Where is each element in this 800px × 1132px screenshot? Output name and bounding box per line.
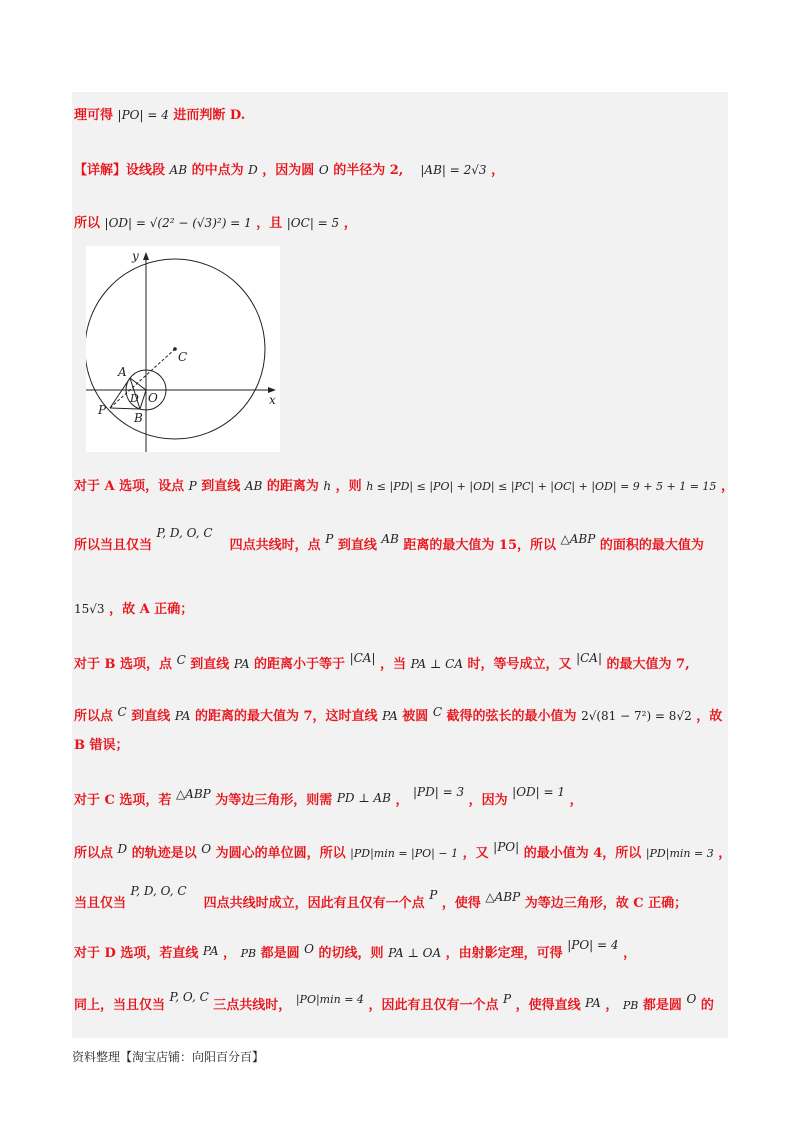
- text: ，: [395, 793, 409, 808]
- text-line-12: [74, 884, 688, 911]
- math: h: [323, 479, 332, 493]
- text-line-5: [74, 526, 704, 553]
- math: |AB| = 2√3: [420, 163, 487, 177]
- text-line-14: [74, 990, 714, 1013]
- text-line-7: [74, 653, 690, 672]
- text: ，使得: [441, 896, 481, 911]
- text: ，由射影定理，可得: [445, 946, 563, 961]
- text: ，使得直线: [515, 998, 581, 1013]
- text: 到直线: [131, 709, 171, 724]
- text: 的距离为: [266, 479, 319, 494]
- text: ，因为圆: [262, 163, 315, 178]
- text: ，故: [696, 709, 723, 724]
- label-o: O: [148, 391, 158, 405]
- segment-pb: [110, 408, 140, 409]
- text: 对于 D 选项，若直线: [74, 946, 199, 961]
- math: PA: [382, 709, 398, 723]
- segment-ob: [140, 390, 146, 409]
- label-x: x: [269, 393, 276, 407]
- text: 对于 C 选项，若: [74, 793, 172, 808]
- text: 的中点为: [191, 163, 244, 178]
- text: 到直线: [201, 479, 241, 494]
- text: ，: [720, 479, 734, 494]
- text: 为等边三角形，故 C 正确；: [524, 896, 688, 911]
- label-c: C: [178, 350, 188, 364]
- text: 所以: [74, 216, 101, 231]
- page-footer: 资料整理【淘宝店铺：向阳百分百】: [72, 1050, 265, 1064]
- text: 为等边三角形，则需: [215, 793, 333, 808]
- math: |PO|: [493, 840, 520, 854]
- text: 理可得: [74, 108, 114, 123]
- text-line-11: [74, 842, 731, 861]
- math: △ABP: [560, 532, 596, 546]
- math: P, D, O, C: [156, 526, 213, 540]
- math: |CA|: [576, 651, 602, 665]
- math: |OD| = 1: [512, 785, 566, 799]
- text: 对于 A 选项，设点: [74, 479, 185, 494]
- math: PB: [622, 999, 639, 1012]
- label-a: A: [118, 365, 127, 379]
- text: 被圆: [402, 709, 429, 724]
- text: 都是圆: [642, 998, 682, 1013]
- label-y: y: [132, 249, 139, 263]
- text: 距离的最大值为 15，所以: [403, 538, 556, 553]
- math: |OC| = 5: [286, 216, 340, 230]
- label-b: B: [134, 411, 143, 425]
- math: 2√(81 − 7²) = 8√2: [581, 709, 692, 723]
- math: |PO| = 4: [117, 108, 169, 122]
- text: ，因此有且仅有一个点: [368, 998, 499, 1013]
- text: 的: [700, 998, 714, 1013]
- math: |CA|: [349, 651, 376, 665]
- math: PA: [233, 657, 250, 671]
- text: 都是圆: [260, 946, 300, 961]
- text-line-8: [74, 705, 722, 724]
- math: O: [304, 942, 314, 956]
- geometry-figure: [86, 246, 280, 452]
- math: P: [429, 888, 438, 902]
- math: O: [318, 163, 329, 177]
- text: 三点共线时，: [213, 998, 292, 1013]
- math: PA ⊥ OA: [388, 946, 442, 960]
- text-line-10: [74, 785, 583, 808]
- text-line-4: [74, 475, 734, 494]
- text: 所以当且仅当: [74, 538, 153, 553]
- text: 到直线: [190, 657, 230, 672]
- text: ，当: [380, 657, 407, 672]
- math: PB: [240, 947, 257, 960]
- text: ，故 A 正确；: [109, 602, 194, 617]
- text: 【详解】设线段: [74, 163, 166, 178]
- text: ，: [223, 946, 237, 961]
- math: D: [248, 163, 258, 177]
- text: ，: [569, 793, 583, 808]
- math: |OD| = √(2² − (√3)²) = 1: [104, 216, 252, 230]
- math: C: [432, 705, 442, 719]
- text: 的轨迹是以: [131, 846, 197, 861]
- label-d: D: [130, 392, 139, 405]
- math: AB: [169, 163, 188, 177]
- text: 为圆心的单位圆，所以: [215, 846, 346, 861]
- text: 所以点: [74, 846, 114, 861]
- text: B 错误；: [74, 738, 129, 753]
- math: O: [201, 842, 212, 856]
- text: ，又: [462, 846, 489, 861]
- text: 的最小值为 4，所以: [523, 846, 642, 861]
- text: ，且: [256, 216, 283, 231]
- math: |PO|min = 4: [295, 993, 364, 1006]
- text-line-6: [74, 598, 193, 617]
- math: |PO| = 4: [567, 938, 619, 952]
- text-line-1: [74, 104, 245, 123]
- text: 当且仅当: [74, 896, 127, 911]
- text: 的半径为 2,: [333, 163, 404, 178]
- math: PA ⊥ CA: [410, 657, 463, 671]
- text: ，: [718, 846, 732, 861]
- math: P: [188, 479, 197, 493]
- text: 的距离小于等于: [254, 657, 346, 672]
- math: PA: [585, 996, 601, 1010]
- math: PA: [202, 944, 219, 958]
- text: 时，等号成立，又: [467, 657, 572, 672]
- math: P: [325, 532, 334, 546]
- text: 的距离的最大值为 7，这时直线: [194, 709, 378, 724]
- circle-diagram: [86, 246, 280, 452]
- text: 四点共线时，点: [229, 538, 321, 553]
- math: |PD|min = |PO| − 1: [350, 847, 459, 860]
- math: PA: [174, 709, 191, 723]
- text: ，: [343, 216, 357, 231]
- math: |PD|min = 3: [645, 847, 714, 860]
- text: 截得的弦长的最小值为: [446, 709, 577, 724]
- math: h ≤ |PD| ≤ |PO| + |OD| ≤ |PC| + |OC| + |OD| = 9 + 5 + 1 = 15: [366, 480, 717, 493]
- text: ，因为: [468, 793, 508, 808]
- math: P, D, O, C: [130, 884, 187, 898]
- y-axis-arrow: [143, 252, 149, 260]
- math: |PD| = 3: [412, 785, 465, 799]
- text-line-9: [74, 734, 129, 753]
- text: 同上，当且仅当: [74, 998, 166, 1013]
- math: AB: [244, 479, 263, 493]
- math: C: [176, 653, 186, 667]
- math: P: [503, 992, 512, 1006]
- math: O: [686, 992, 697, 1006]
- text-line-2: [74, 159, 504, 178]
- text: ，: [491, 163, 505, 178]
- math: D: [117, 842, 128, 856]
- math: AB: [381, 532, 399, 546]
- math: C: [117, 705, 127, 719]
- text: 到直线: [337, 538, 377, 553]
- text: 对于 B 选项，点: [74, 657, 173, 672]
- math: 15√3: [74, 602, 105, 616]
- text: ，则: [335, 479, 362, 494]
- math: PD ⊥ AB: [336, 791, 391, 805]
- text-line-3: [74, 212, 357, 231]
- text: 所以点: [74, 709, 114, 724]
- text: 的最大值为 7,: [606, 657, 690, 672]
- label-p: P: [98, 403, 107, 417]
- math: △ABP: [175, 787, 211, 801]
- text: 四点共线时成立，因此有且仅有一个点: [203, 896, 425, 911]
- text-line-13: [74, 938, 637, 961]
- text: 进而判断 D.: [173, 108, 246, 123]
- math: △ABP: [485, 890, 521, 904]
- math: P, O, C: [169, 990, 209, 1004]
- text: 的面积的最大值为: [599, 538, 704, 553]
- text: ，: [605, 998, 619, 1013]
- text: 的切线，则: [318, 946, 384, 961]
- text: ，: [623, 946, 637, 961]
